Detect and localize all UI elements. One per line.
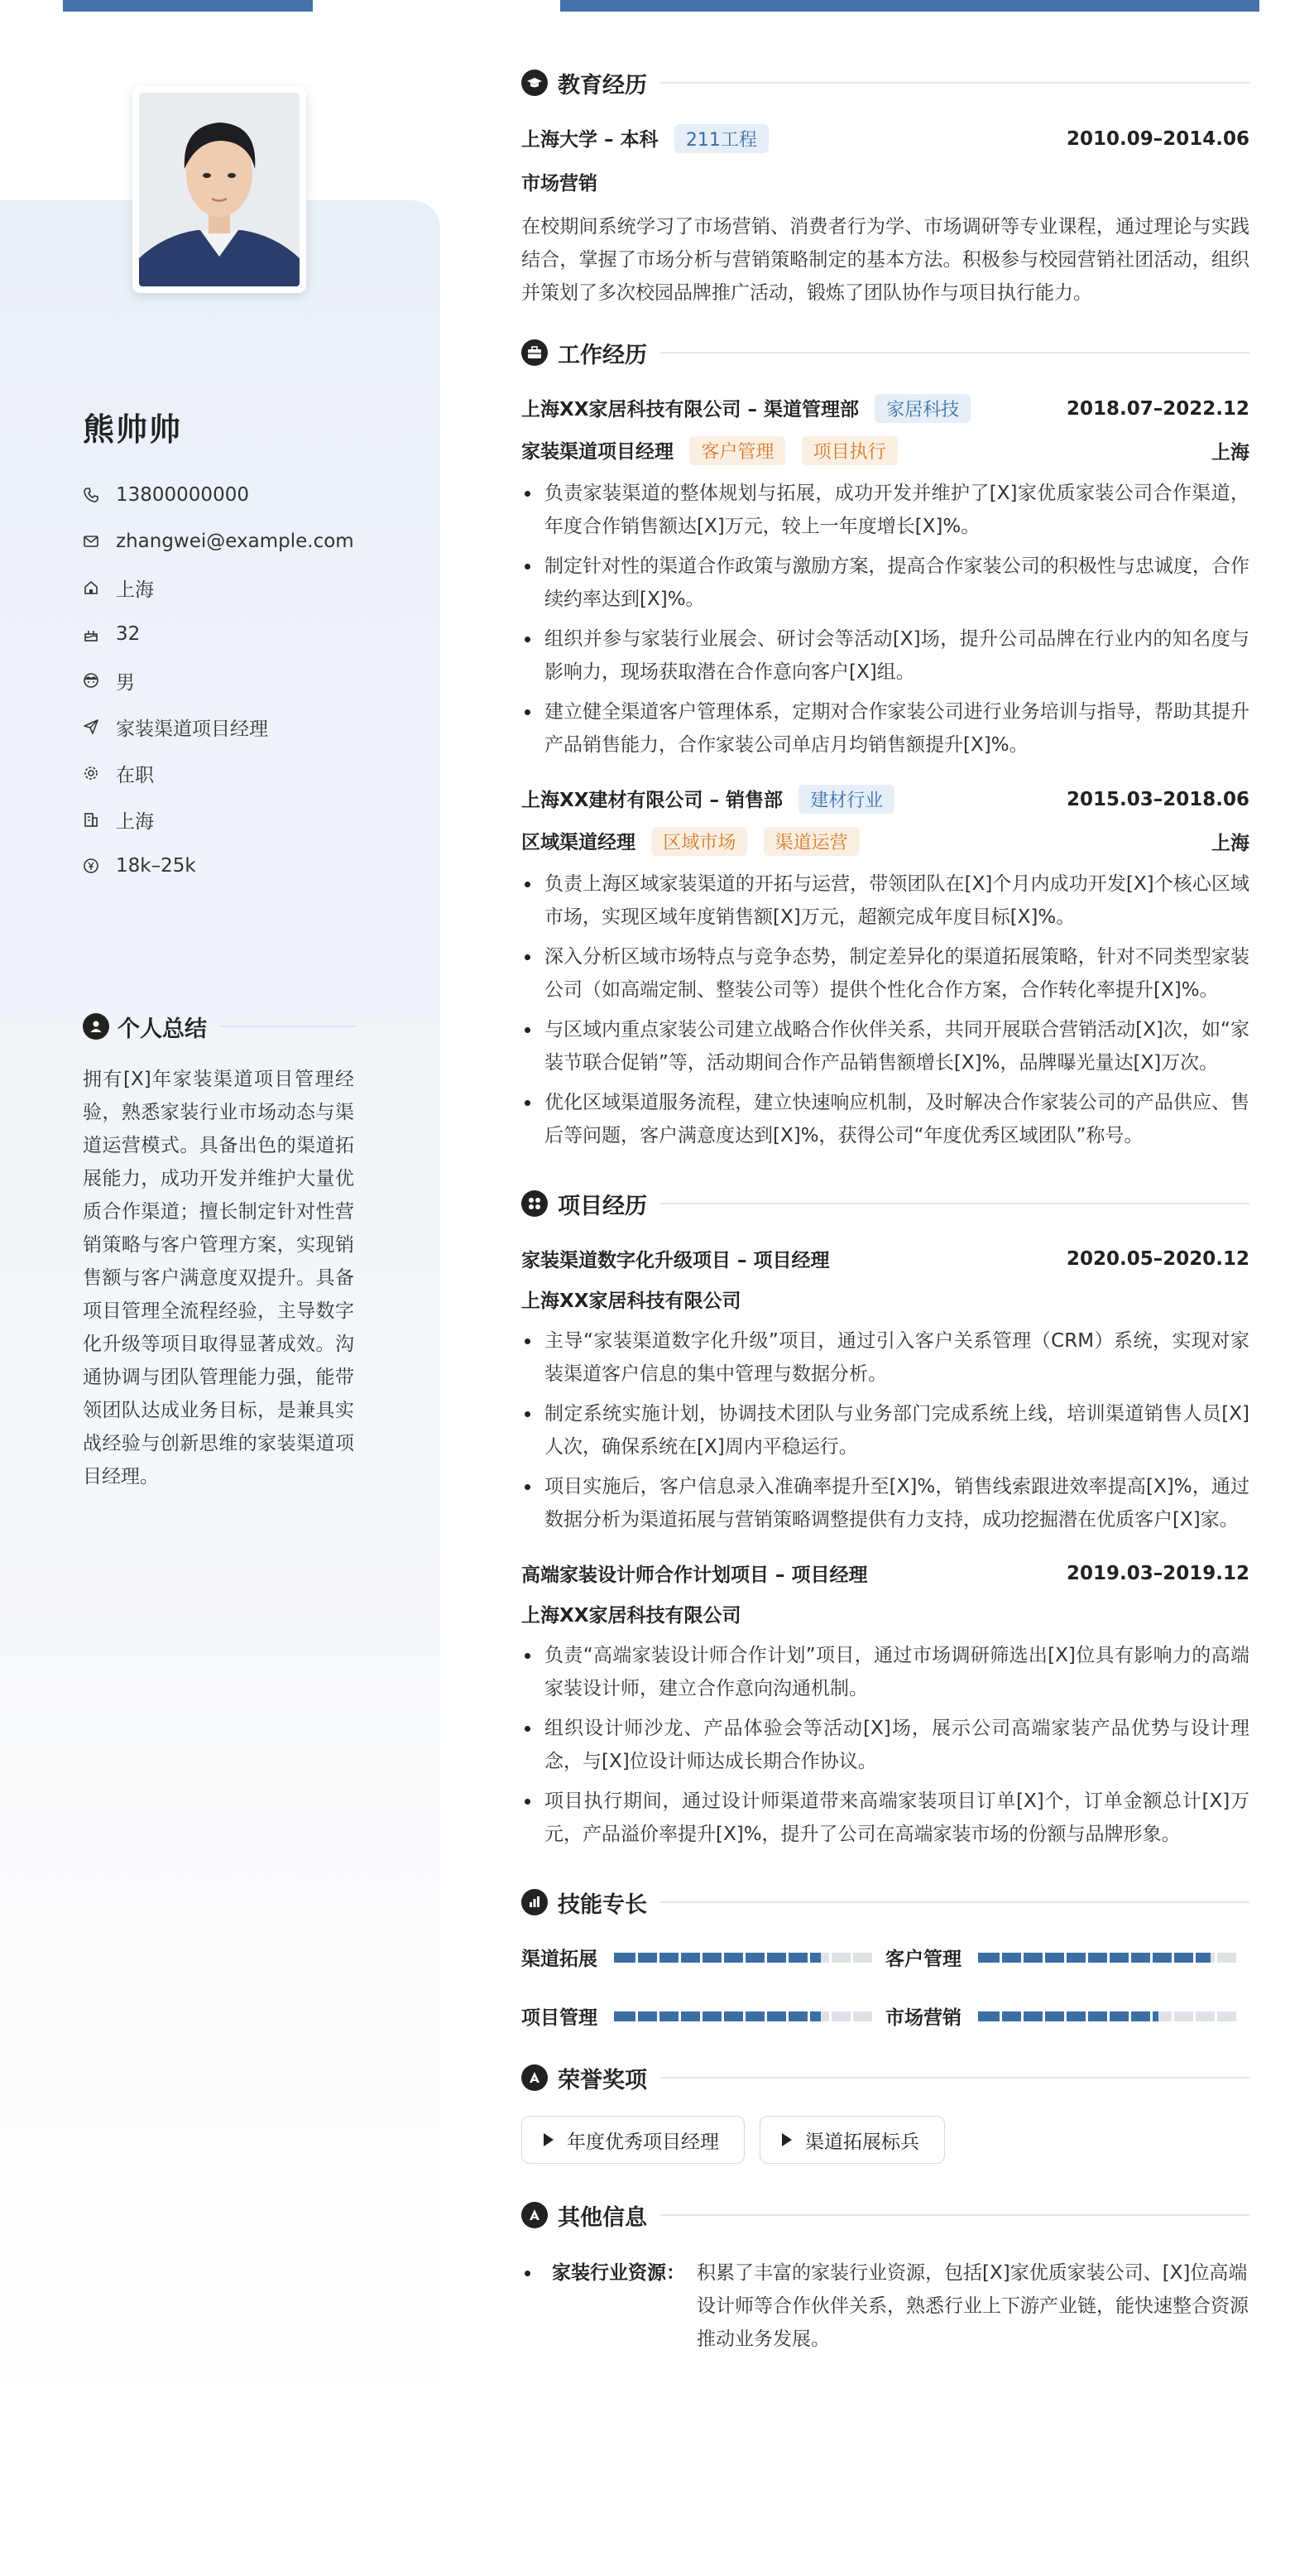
contact-list bbox=[83, 472, 354, 889]
list-item: 负责“高端家装设计师合作计划”项目，通过市场调研筛选出[X]位具有影响力的高端家装设计师，建立合作意向沟通机制。 bbox=[521, 1639, 1249, 1705]
contact-status: 在职 bbox=[83, 750, 354, 796]
project-company: 上海XX家居科技有限公司 bbox=[521, 1290, 741, 1312]
skills-heading: 技能专长 bbox=[521, 1884, 1249, 1920]
list-item: 优化区域渠道服务流程，建立快速响应机制，及时解决合作家装公司的产品供应、售后等问题，客户满意度达到[X]%，获得公司“年度优秀区域团队”称号。 bbox=[521, 1086, 1249, 1152]
contact-phone: 13800000000 bbox=[83, 472, 354, 518]
gender-icon bbox=[83, 672, 99, 689]
skill-bar-segment bbox=[1129, 2011, 1131, 2021]
skill-bar-segment bbox=[1107, 2011, 1110, 2021]
skill-bar-segment bbox=[700, 2011, 703, 2021]
skill-bar-segment bbox=[1193, 1953, 1196, 1963]
education-row bbox=[521, 124, 1249, 153]
skill-bar-segment bbox=[851, 2011, 853, 2021]
list-item: 建立健全渠道客户管理体系，定期对合作家装公司进行业务培训与指导，帮助其提升产品销售能力，合作家装公司单店月均销售额提升[X]%。 bbox=[521, 695, 1249, 762]
skill-bar-segment bbox=[1215, 2011, 1217, 2021]
skill-bar-segment bbox=[722, 2011, 724, 2021]
skill-bar-segment bbox=[1086, 2011, 1088, 2021]
skill-bar-segment bbox=[808, 1953, 810, 1963]
briefcase-icon bbox=[521, 339, 548, 366]
job-entry bbox=[521, 785, 1249, 1152]
skill-bar-segment bbox=[1129, 1953, 1131, 1963]
skill-bar bbox=[978, 2011, 1236, 2021]
play-icon bbox=[782, 2133, 792, 2146]
project-company: 上海XX家居科技有限公司 bbox=[521, 1605, 741, 1627]
list-item: 组织设计师沙龙、产品体验会等活动[X]场，展示公司高端家装产品优势与设计理念，与[X]位设计师达成长期合作协议。 bbox=[521, 1712, 1249, 1778]
list-item: 深入分析区域市场特点与竞争态势，制定差异化的渠道拓展策略，针对不同类型家装公司（如高端定制、整装公司等）提供个性化合作方案，合作转化率提升[X]%。 bbox=[521, 940, 1249, 1007]
other-info-item bbox=[521, 2256, 1249, 2356]
list-item: 制定针对性的渠道合作政策与激励方案，提高合作家装公司的积极性与忠诚度，合作续约率达到[X]%。 bbox=[521, 550, 1249, 616]
skill-bar-segment bbox=[1000, 1953, 1002, 1963]
heading-divider bbox=[220, 1026, 356, 1027]
top-accent-bar-left bbox=[63, 0, 313, 12]
skill-bar bbox=[614, 2011, 872, 2021]
summary-heading: 个人总结 bbox=[83, 1012, 356, 1041]
list-item: 项目执行期间，通过设计师渠道带来高端家装项目订单[X]个，订单金额总计[X]万元，产品溢价率提升[X]%，提升了公司在高端家装市场的份额与品牌形象。 bbox=[521, 1785, 1249, 1851]
heading-divider bbox=[660, 1901, 1249, 1903]
school-name: 上海大学 – 本科 bbox=[521, 129, 659, 151]
skill-bar-segment bbox=[851, 1953, 853, 1963]
job-role: 家装渠道项目经理 bbox=[521, 441, 674, 463]
list-item: 组织并参与家装行业展会、研讨会等活动[X]场，提升公司品牌在行业内的知名度与影响力，现场获取潜在合作意向客户[X]组。 bbox=[521, 622, 1249, 689]
skill-bar-segment bbox=[657, 1953, 659, 1963]
skill-bar-segment bbox=[808, 2011, 810, 2021]
list-item: 主导“家装渠道数字化升级”项目，通过引入客户关系管理（CRM）系统，实现对家装渠道客户信息的集中管理与数据分析。 bbox=[521, 1324, 1249, 1391]
home-icon bbox=[83, 579, 99, 596]
skill-bar-segment bbox=[1107, 1953, 1110, 1963]
phone-icon bbox=[83, 487, 99, 503]
project-date: 2019.03–2019.12 bbox=[1066, 1562, 1249, 1584]
job-bullets bbox=[521, 477, 1249, 762]
skill-bar-segment bbox=[700, 1953, 703, 1963]
contact-city: 上海 bbox=[83, 796, 354, 843]
skill-bar-segment bbox=[635, 2011, 638, 2021]
major: 市场营销 bbox=[521, 173, 597, 195]
avatar bbox=[139, 93, 300, 286]
skill-bar-segment bbox=[657, 2011, 659, 2021]
education-desc: 在校期间系统学习了市场营销、消费者行为学、市场调研等专业课程，通过理论与实践结合，掌握了市场分析与营销策略制定的基本方法。积极参与校园营销社团活动，组织并策划了多次校园品牌推广活动，锻炼了团队协作与项目执行能力。 bbox=[521, 216, 1249, 304]
skill-bar-segment bbox=[1086, 1953, 1088, 1963]
heading-divider bbox=[660, 2214, 1249, 2216]
skill-bar-segment bbox=[765, 2011, 767, 2021]
skill-bar-segment bbox=[1150, 1953, 1153, 1963]
company-tag: 建材行业 bbox=[798, 785, 894, 814]
skill-bar bbox=[614, 1953, 872, 1963]
skill-bar-segment bbox=[765, 1953, 767, 1963]
position-icon bbox=[83, 718, 99, 735]
main-content bbox=[521, 65, 1249, 2356]
skill-bar-fill bbox=[978, 1953, 1211, 1963]
contact-salary: 18k–25k bbox=[83, 843, 354, 889]
email-icon bbox=[83, 533, 99, 550]
award-icon bbox=[521, 2064, 548, 2091]
avatar-frame bbox=[132, 86, 306, 293]
honors-heading: 荣誉奖项 bbox=[521, 2059, 1249, 2096]
projects-heading: 项目经历 bbox=[521, 1185, 1249, 1222]
contact-gender: 男 bbox=[83, 657, 354, 704]
salary-icon bbox=[83, 858, 99, 874]
skill-bar-segment bbox=[1021, 1953, 1024, 1963]
education-heading: 教育经历 bbox=[521, 65, 1249, 101]
company-name: 上海XX建材有限公司 – 销售部 bbox=[521, 790, 783, 811]
bar-chart-icon bbox=[521, 1889, 548, 1915]
age-icon bbox=[83, 626, 99, 642]
role-tag: 项目执行 bbox=[802, 436, 898, 465]
skill-bar-fill bbox=[614, 1953, 821, 1963]
award-item: 渠道拓展标兵 bbox=[760, 2116, 945, 2164]
education-date: 2010.09–2014.06 bbox=[1066, 127, 1249, 150]
project-name: 高端家装设计师合作计划项目 – 项目经理 bbox=[521, 1564, 868, 1586]
skill-bar-segment bbox=[1043, 1953, 1045, 1963]
skill-bar-fill bbox=[614, 2011, 821, 2021]
skill-bar-segment bbox=[722, 1953, 724, 1963]
skills-grid bbox=[521, 1944, 1249, 2030]
award-item: 年度优秀项目经理 bbox=[521, 2116, 745, 2164]
contact-home: 上海 bbox=[83, 565, 354, 611]
skill-bar-segment bbox=[1021, 2011, 1024, 2021]
skill-bar-segment bbox=[1172, 2011, 1174, 2021]
list-item: 负责家装渠道的整体规划与拓展，成功开发并维护了[X]家优质家装公司合作渠道，年度合作销售额达[X]万元，较上一年度增长[X]%。 bbox=[521, 477, 1249, 543]
skill-bar-segment bbox=[743, 2011, 746, 2021]
skill-bar-segment bbox=[786, 1953, 789, 1963]
skill-bar-segment bbox=[829, 1953, 832, 1963]
skill-bar-segment bbox=[635, 1953, 638, 1963]
skill-bar-segment bbox=[1043, 2011, 1045, 2021]
skill-bar-segment bbox=[743, 1953, 746, 1963]
work-heading: 工作经历 bbox=[521, 334, 1249, 371]
list-item: 项目实施后，客户信息录入准确率提升至[X]%，销售线索跟进效率提高[X]%，通过数据分析为渠道拓展与营销策略调整提供有力支持，成功挖掘潜在优质客户[X]家。 bbox=[521, 1470, 1249, 1536]
list-item: 制定系统实施计划，协调技术团队与业务部门完成系统上线，培训渠道销售人员[X]人次，确保系统在[X]周内平稳运行。 bbox=[521, 1397, 1249, 1463]
job-city: 上海 bbox=[1211, 442, 1249, 464]
skill-bar-segment bbox=[1064, 2011, 1067, 2021]
job-bullets bbox=[521, 867, 1249, 1152]
play-icon bbox=[544, 2133, 554, 2146]
project-name: 家装渠道数字化升级项目 – 项目经理 bbox=[521, 1250, 830, 1271]
other-heading: 其他信息 bbox=[521, 2197, 1249, 2233]
school-tag: 211工程 bbox=[674, 124, 769, 153]
job-date: 2015.03–2018.06 bbox=[1066, 788, 1249, 810]
skill-bar-segment bbox=[1193, 2011, 1196, 2021]
job-entry bbox=[521, 394, 1249, 762]
role-tag: 客户管理 bbox=[689, 436, 785, 465]
skill-item: 项目管理 bbox=[521, 2002, 885, 2030]
skill-bar bbox=[978, 1953, 1236, 1963]
skill-item: 客户管理 bbox=[885, 1944, 1249, 1971]
skill-item: 市场营销 bbox=[885, 2002, 1249, 2030]
summary-text: 拥有[X]年家装渠道项目管理经验，熟悉家装行业市场动态与渠道运营模式。具备出色的渠道拓展能力，成功开发并维护大量优质合作渠道；擅长制定针对性营销策略与客户管理方案，实现销售额与客户满意度双提升。具备项目管理全流程经验，主导数字化升级等项目取得显著成效。沟通协调与团队管理能力强，能带领团队达成业务目标，是兼具实战经验与创新思维的家装渠道项目经理。 bbox=[83, 1069, 354, 1487]
skill-bar-segment bbox=[1064, 1953, 1067, 1963]
candidate-name: 熊帅帅 bbox=[83, 411, 183, 448]
project-entry bbox=[521, 1245, 1249, 1536]
skill-item: 渠道拓展 bbox=[521, 1944, 885, 1971]
skill-bar-segment bbox=[679, 1953, 681, 1963]
role-tag: 渠道运营 bbox=[764, 827, 860, 856]
awards-list bbox=[521, 2116, 1249, 2164]
project-bullets bbox=[521, 1639, 1249, 1851]
company-name: 上海XX家居科技有限公司 – 渠道管理部 bbox=[521, 399, 859, 421]
user-icon bbox=[83, 1013, 109, 1040]
list-item: 负责上海区域家装渠道的开拓与运营，带领团队在[X]个月内成功开发[X]个核心区域市场，实现区域年度销售额[X]万元，超额完成年度目标[X]%。 bbox=[521, 867, 1249, 934]
skill-bar-segment bbox=[829, 2011, 832, 2021]
job-role: 区域渠道经理 bbox=[521, 832, 635, 853]
company-tag: 家居科技 bbox=[875, 394, 971, 423]
list-item: 与区域内重点家装公司建立战略合作伙伴关系，共同开展联合营销活动[X]次，如“家装节联合促销”等，活动期间合作产品销售额增长[X]%，品牌曝光量达[X]万次。 bbox=[521, 1013, 1249, 1079]
info-icon bbox=[521, 2202, 548, 2228]
graduation-cap-icon bbox=[521, 70, 548, 96]
status-icon bbox=[83, 765, 99, 781]
skill-bar-segment bbox=[1150, 2011, 1153, 2021]
grid-icon bbox=[521, 1190, 548, 1217]
skill-bar-segment bbox=[786, 2011, 789, 2021]
project-entry bbox=[521, 1560, 1249, 1851]
heading-divider bbox=[660, 2077, 1249, 2079]
skill-bar-segment bbox=[1172, 1953, 1174, 1963]
other-label: 家装行业资源： bbox=[552, 2262, 685, 2284]
project-date: 2020.05–2020.12 bbox=[1066, 1247, 1249, 1270]
contact-email: zhangwei@example.com bbox=[83, 518, 354, 565]
contact-position: 家装渠道项目经理 bbox=[83, 704, 354, 750]
skill-bar-segment bbox=[679, 2011, 681, 2021]
heading-divider bbox=[660, 352, 1249, 353]
other-text: 积累了丰富的家装行业资源，包括[X]家优质家装公司、[X]位高端设计师等合作伙伴关系，熟悉行业上下游产业链，能快速整合资源推动业务发展。 bbox=[697, 2262, 1249, 2350]
top-accent-bar-right bbox=[560, 0, 1259, 12]
job-date: 2018.07–2022.12 bbox=[1066, 397, 1249, 420]
contact-age: 32 bbox=[83, 611, 354, 657]
project-bullets bbox=[521, 1324, 1249, 1536]
heading-divider bbox=[660, 1203, 1249, 1204]
heading-divider bbox=[660, 82, 1249, 84]
job-city: 上海 bbox=[1211, 833, 1249, 854]
skill-bar-fill bbox=[978, 2011, 1158, 2021]
skill-bar-segment bbox=[1000, 2011, 1002, 2021]
city-icon bbox=[83, 811, 99, 828]
role-tag: 区域市场 bbox=[651, 827, 747, 856]
skill-bar-segment bbox=[1215, 1953, 1217, 1963]
